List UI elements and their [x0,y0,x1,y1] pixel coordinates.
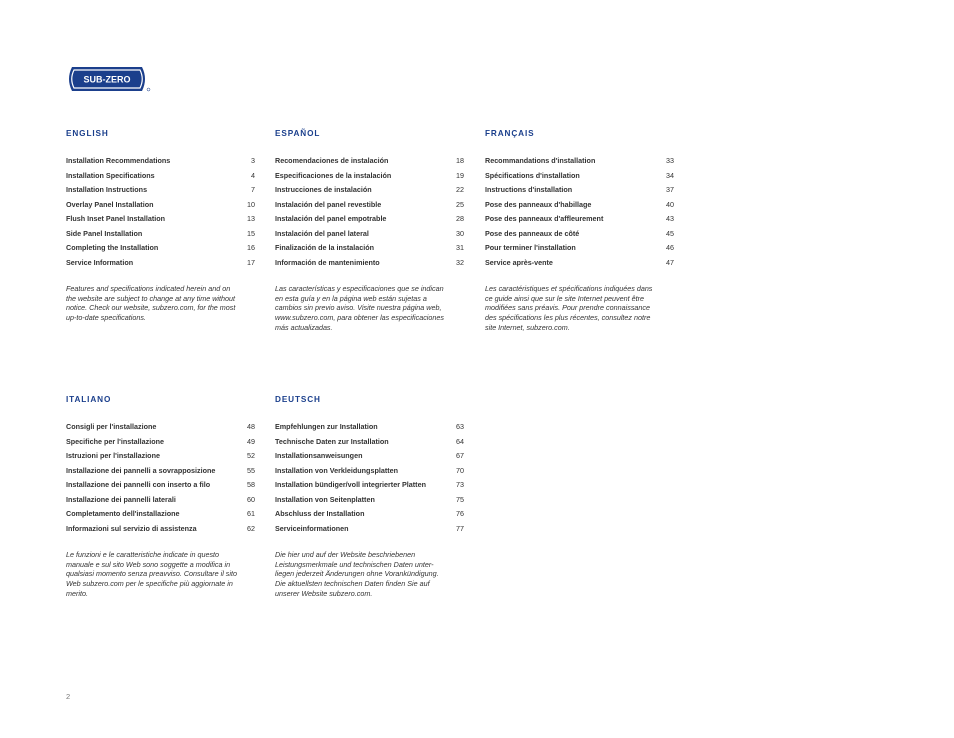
toc-item-page: 77 [456,523,464,533]
toc-item[interactable] [66,451,255,466]
toc-item[interactable] [275,495,464,510]
toc-item-title: Completamento dell'installazione [66,509,180,518]
note-line: Features and specifications indicated herein and on [66,284,231,293]
toc-item[interactable] [485,214,674,229]
toc-item-title: Instrucciones de instalación [275,185,372,194]
toc-list [66,422,255,538]
toc-item[interactable] [66,437,255,452]
toc-item-page: 55 [247,465,255,475]
toc-item[interactable] [66,156,255,171]
toc-item-title: Installation Recommendations [66,156,171,165]
toc-item[interactable] [485,200,674,215]
section-espanol [275,128,464,333]
toc-item-title: Pose des panneaux d'habillage [485,199,592,209]
toc-item-title: Installation von Verkleidungsplatten [275,465,399,475]
toc-item[interactable] [275,451,464,466]
toc-item[interactable] [485,185,674,200]
toc-item-page: 18 [456,156,464,165]
toc-item-page: 17 [247,257,255,267]
toc-item[interactable] [485,243,674,258]
svg-text:SUB-ZERO: SUB-ZERO [83,74,131,85]
note-line: notice. Check our website, subzero.com, for the most [66,303,236,313]
toc-item[interactable] [275,258,464,273]
toc-item-title: Recomendaciones de instalación [275,156,389,165]
toc-item-page: 45 [666,228,674,238]
toc-item-title: Installation Specifications [66,170,155,180]
toc-item-page: 43 [666,214,674,223]
toc-item-page: 58 [247,480,255,489]
toc-item[interactable] [275,156,464,171]
toc-item-page: 31 [456,243,464,252]
note-line: www.subzero.com, para obtener las especificaciones [275,313,444,323]
toc-item-page: 40 [666,199,674,209]
toc-item-page: 48 [247,422,255,431]
toc-item-page: 16 [247,243,255,252]
toc-item[interactable] [66,185,255,200]
toc-item[interactable] [66,422,255,437]
disclaimer-note [275,284,467,333]
note-line: ce guide ainsi que sur le site Internet peuvent être [485,293,645,303]
section-italiano [66,394,255,599]
toc-item-page: 61 [247,509,255,518]
toc-item-page: 62 [247,523,255,533]
toc-item-title: Pose des panneaux de côté [485,228,580,238]
toc-list [275,422,464,538]
toc-list [275,156,464,272]
note-line: up-to-date specifications. [66,313,146,323]
toc-item[interactable] [275,185,464,200]
toc-item-title: Pour terminer l'installation [485,243,576,252]
section-title: DEUTSCH [275,395,321,404]
toc-item[interactable] [485,258,674,273]
section-english [66,128,255,323]
section-deutsch [275,394,464,599]
toc-item-page: 37 [666,185,674,194]
toc-list [66,156,255,272]
toc-item-title: Abschluss der Installation [275,509,365,518]
toc-item[interactable] [66,480,255,495]
toc-item-page: 64 [456,436,464,446]
note-line: más actualizadas. [275,322,333,332]
toc-item[interactable] [485,229,674,244]
toc-item-title: Empfehlungen zur Installation [275,422,378,431]
toc-item-title: Installation Instructions [66,185,148,194]
note-line: Die aktuellsten technischen Daten finden Sie auf [275,579,430,589]
toc-item-title: Service Information [66,257,134,267]
note-line: Leistungsmerkmale und technischen Daten unter- [275,559,434,569]
toc-item-page: 7 [251,185,255,194]
note-line: Web subzero.com per le specifiche più aggiornate in [66,579,233,589]
disclaimer-note [66,284,258,323]
toc-item-page: 33 [666,156,674,165]
toc-list [485,156,674,272]
toc-item[interactable] [275,437,464,452]
toc-item[interactable] [66,466,255,481]
section-title: FRANÇAIS [485,129,535,138]
toc-item-title: Instructions d'installation [485,185,573,194]
toc-item-page: 22 [456,185,464,194]
toc-item-title: Technische Daten zur Installation [275,436,389,446]
toc-item[interactable] [275,480,464,495]
toc-item[interactable] [275,200,464,215]
disclaimer-note [485,284,677,333]
section-title: ITALIANO [66,395,112,404]
toc-item-title: Consigli per l'installazione [66,422,157,431]
toc-item[interactable] [485,156,674,171]
note-line: en esta guía y en la página web están sujetas a [275,293,427,303]
toc-item-page: 73 [456,480,464,489]
section-francais [485,128,674,333]
toc-item-page: 28 [456,214,464,223]
toc-item[interactable] [275,214,464,229]
toc-item[interactable] [275,509,464,524]
toc-item[interactable] [275,466,464,481]
toc-item[interactable] [275,229,464,244]
toc-item-title: Flush Inset Panel Installation [66,214,166,223]
toc-item-title: Installazione dei pannelli a sovrapposizione [66,465,216,475]
toc-item-page: 34 [666,170,674,180]
toc-item[interactable] [66,200,255,215]
toc-item-title: Specifiche per l'installazione [66,436,164,446]
toc-item-page: 32 [456,257,464,267]
note-line: merito. [66,588,88,598]
toc-item-page: 15 [247,228,255,238]
disclaimer-note [275,550,467,599]
toc-item-page: 4 [251,170,255,180]
toc-item-page: 49 [247,436,255,446]
note-line: site Internet, subzero.com. [485,322,570,332]
toc-item[interactable] [66,243,255,258]
toc-item-title: Pose des panneaux d'affleurement [485,214,604,223]
note-line: liegen jederzeit Änderungen ohne Vorankündigung. [275,569,439,579]
toc-item-title: Spécifications d'installation [485,170,580,180]
toc-item[interactable] [66,524,255,539]
toc-item-title: Informazioni sul servizio di assistenza [66,523,197,533]
section-title: ENGLISH [66,129,109,138]
sub-zero-logo-icon [66,66,152,92]
sub-zero-logo [66,66,148,90]
note-line: Die hier und auf der Website beschriebenen [275,550,416,559]
note-line: des spécifications les plus récentes, consultez notre [485,313,651,323]
toc-item-title: Overlay Panel Installation [66,199,154,209]
note-line: the website are subject to change at any time without [66,293,236,303]
toc-item-page: 3 [251,156,255,165]
note-line: unserer Website subzero.com. [275,588,373,598]
toc-item-page: 70 [456,465,464,475]
note-line: modifiées sans préavis. Pour prendre connaissance [485,303,651,313]
toc-item-title: Información de mantenimiento [275,257,380,267]
toc-item[interactable] [485,171,674,186]
toc-item[interactable] [275,171,464,186]
toc-item[interactable] [275,524,464,539]
toc-item-title: Installazione dei pannelli con inserto a filo [66,480,211,489]
toc-item-page: 75 [456,494,464,504]
toc-item-title: Completing the Installation [66,243,159,252]
toc-item-title: Especificaciones de la instalación [275,170,392,180]
toc-item-page: 52 [247,451,255,460]
toc-item-page: 46 [666,243,674,252]
toc-item-page: 25 [456,199,464,209]
section-title: ESPAÑOL [275,129,321,138]
toc-item-title: Istruzioni per l'installazione [66,451,160,460]
toc-item-page: 10 [247,199,255,209]
disclaimer-note [66,550,258,599]
toc-item-title: Instalación del panel lateral [275,228,369,238]
toc-item-title: Recommandations d'installation [485,156,596,165]
toc-item-title: Installation von Seitenplatten [275,494,375,504]
toc-item-page: 19 [456,170,464,180]
toc-item-title: Instalación del panel empotrable [275,214,387,223]
toc-item[interactable] [66,258,255,273]
toc-item-page: 60 [247,494,255,504]
toc-item-title: Finalización de la instalación [275,243,375,252]
note-line: Les caractéristiques et spécifications indiquées dans [485,284,653,293]
toc-item-page: 76 [456,509,464,518]
note-line: cambios sin previo aviso. Visite nuestra página web, [275,303,442,313]
toc-item-page: 30 [456,228,464,238]
toc-item-page: 47 [666,257,674,267]
toc-item[interactable] [66,509,255,524]
toc-item-page: 67 [456,451,464,460]
note-line: Las características y especificaciones que se indican [275,284,444,293]
toc-item[interactable] [275,243,464,258]
toc-item[interactable] [66,495,255,510]
toc-item-title: Instalación del panel revestible [275,199,382,209]
toc-item[interactable] [275,422,464,437]
toc-item-title: Service après-vente [485,257,553,267]
toc-item[interactable] [66,214,255,229]
note-line: Le funzioni e le caratteristiche indicate in questo [66,550,220,559]
toc-item-page: 63 [456,422,464,431]
toc-item-page: 13 [247,214,255,223]
toc-item[interactable] [66,229,255,244]
toc-item-title: Installazione dei pannelli laterali [66,494,176,504]
toc-item-title: Installationsanweisungen [275,451,363,460]
toc-item[interactable] [66,171,255,186]
note-line: qualsiasi momento senza preavviso. Consultare il sito [66,569,237,579]
toc-item-title: Side Panel Installation [66,228,143,238]
note-line: manuale e sul sito Web sono soggette a modifica in [66,559,231,569]
toc-item-title: Serviceinformationen [275,523,349,533]
page-number: 2 [66,692,71,701]
toc-item-title: Installation bündiger/voll integrierter Platten [275,480,426,489]
